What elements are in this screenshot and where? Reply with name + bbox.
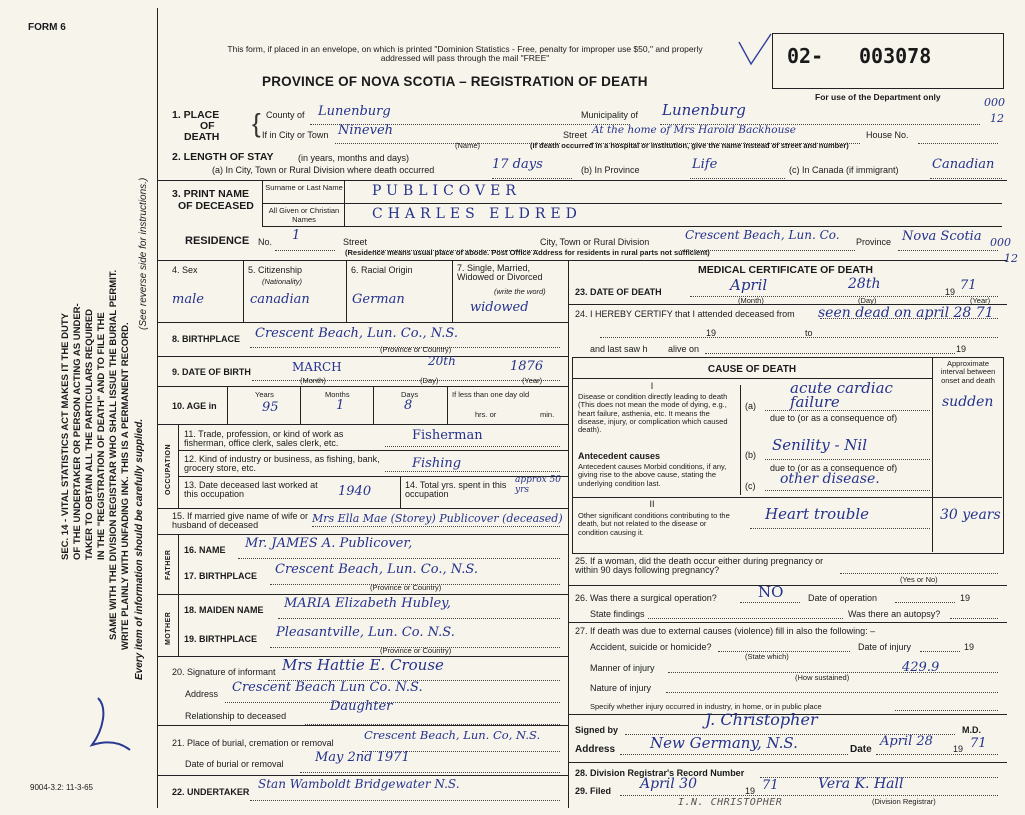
form-number: FORM 6	[28, 22, 66, 33]
signer-address-value: New Germany, N.S.	[650, 734, 798, 752]
divider	[157, 322, 568, 323]
divider	[300, 386, 301, 424]
father-name-label: 16. NAME	[184, 545, 226, 555]
given-name-value: CHARLES ELDRED	[372, 206, 582, 222]
side-instruction-7: Every item of information should be carefully supplied.	[134, 418, 145, 680]
res-no-line	[275, 240, 335, 251]
registration-number: 003078	[859, 44, 932, 68]
divider	[227, 386, 228, 424]
city-town-label: If in City or Town	[262, 130, 329, 140]
divider	[157, 775, 568, 776]
how-sustained-hint: (How sustained)	[795, 673, 850, 682]
form-title: PROVINCE OF NOVA SCOTIA – REGISTRATION OF DEATH	[262, 74, 648, 89]
age-months: 1	[336, 398, 345, 413]
house-line	[918, 133, 998, 144]
write-word-label: (write the word)	[494, 287, 546, 296]
accident-line	[718, 645, 850, 652]
industry-label: 12. Kind of industry or business, as fishing, bank, grocery store, etc.	[184, 454, 380, 474]
years-label: Years	[255, 390, 274, 399]
divider	[400, 476, 401, 508]
cause-a-value: acute cardiac failure	[790, 379, 893, 411]
res-no-label: No.	[258, 237, 273, 247]
house-no-label: House No.	[866, 130, 909, 140]
accident-label: Accident, suicide or homicide?	[590, 642, 712, 652]
age-days: 8	[404, 398, 413, 413]
occupation-vertical-label: OCCUPATION	[165, 443, 172, 495]
side-instruction-2: OF THE UNDERTAKER OR PERSON ACTING AS UNDER-	[72, 303, 83, 560]
relationship-label: Relationship to deceased	[185, 711, 287, 721]
alive-on-label: alive on	[668, 344, 700, 354]
tick-mark-icon	[735, 30, 775, 70]
burial-date-label: Date of burial or removal	[185, 759, 284, 769]
stay-a-label: (a) In City, Town or Rural Division where death occurred	[212, 165, 435, 175]
q28-label: 28. Division Registrar's Record Number	[575, 768, 745, 778]
stay-c-label: (c) In Canada (if immigrant)	[789, 165, 899, 175]
registration-number-box	[772, 33, 1004, 89]
form-print-code: 9004-3.2: 11-3-65	[30, 783, 94, 792]
place-label-2: OF	[200, 120, 215, 133]
dept-code-2: 12	[990, 112, 1004, 125]
q25-label: 25. If a woman, did the death occur either during pregnancy or within 90 days following pregnancy?	[575, 556, 824, 576]
dob-label: 9. DATE OF BIRTH	[172, 367, 251, 377]
age-label: 10. AGE in	[172, 401, 217, 411]
res-street-label: Street	[343, 237, 368, 247]
divider	[157, 594, 568, 595]
sex-value: male	[172, 292, 204, 307]
mother-bp-value: Pleasantville, Lun. Co. N.S.	[276, 625, 455, 640]
q25-line	[840, 567, 998, 574]
informant-address-label: Address	[185, 689, 219, 699]
certify-19: 19	[706, 328, 717, 338]
filed-19: 19	[745, 786, 756, 796]
divider	[178, 534, 179, 594]
divider	[157, 508, 568, 509]
manner-line	[668, 666, 998, 673]
cause-c-value: other disease.	[780, 471, 880, 487]
brace-1: {	[252, 108, 261, 138]
certify-line-2	[600, 328, 998, 338]
months-label: Months	[325, 390, 350, 399]
due-to-1: due to (or as a consequence of)	[770, 413, 898, 423]
undertaker-value: Stan Wamboldt Bridgewater N.S.	[258, 777, 460, 791]
death-day-hint: (Day)	[858, 296, 877, 305]
signer-address-label: Address	[575, 744, 616, 755]
stamp-name: I.N. CHRISTOPHER	[678, 797, 783, 808]
mail-note: This form, if placed in an envelope, on which is printed "Dominion Statistics - Free, penalty for improper use $50," and properly addressed will pass through the mail "FREE"	[227, 44, 703, 63]
nature-line	[666, 686, 998, 693]
informant-address-value: Crescent Beach Lun Co. N.S.	[232, 680, 423, 695]
certify-to: to	[805, 328, 813, 338]
place-label-1: 1. PLACE	[172, 109, 220, 121]
cause-c-marker: (c)	[745, 481, 756, 491]
industry-value: Fishing	[412, 456, 462, 471]
divider	[178, 424, 179, 508]
father-bp-hint: (Province or Country)	[370, 583, 442, 592]
manner-code: 429.9	[902, 660, 940, 675]
hospital-note: (If death occurred in a hospital or institution, give the name instead of street and number)	[530, 141, 849, 150]
interval-label: Approximate interval between onset and death	[940, 359, 996, 385]
other-sig-label: Other significant conditions contributing to the death, but not related to the disease or condition causing it.	[578, 511, 730, 537]
hrs-label: hrs. or	[475, 410, 497, 419]
father-vertical-label: FATHER	[165, 549, 172, 580]
res-no-value: 1	[292, 228, 301, 243]
side-instruction-3: TAKER TO OBTAIN ALL THE PARTICULARS REQUIRED	[84, 308, 95, 560]
divider	[452, 260, 453, 322]
res-province-value: Nova Scotia	[902, 229, 982, 244]
cause-title: CAUSE OF DEATH	[707, 364, 797, 375]
sign-19: 19	[953, 744, 964, 754]
alive-19: 19	[956, 344, 967, 354]
marital-value: widowed	[470, 300, 529, 315]
sign-date-label: Date	[850, 744, 872, 755]
filed-year: 71	[762, 778, 779, 793]
father-bp-value: Crescent Beach, Lun. Co., N.S.	[275, 562, 478, 577]
citizenship-label: 5. Citizenship	[248, 265, 303, 275]
informant-value: Mrs Hattie E. Crouse	[282, 656, 444, 674]
side-instruction-8: (See reverse side for instructions.)	[138, 177, 149, 330]
burial-place-label: 21. Place of burial, cremation or removal	[172, 738, 334, 748]
relationship-line	[305, 714, 560, 725]
autopsy-label: Was there an autopsy?	[848, 609, 941, 619]
citizenship-value: canadian	[250, 292, 310, 307]
q27-label: 27. If death was due to external causes (violence) fill in also the following: –	[575, 626, 876, 636]
last-saw-label: and last saw h	[590, 344, 648, 354]
name-hint: (Name)	[455, 141, 481, 150]
county-label: County of	[266, 110, 305, 120]
registrar-signature: Vera K. Hall	[818, 776, 904, 792]
filed-date-value: April 30	[640, 776, 697, 792]
antecedent-label: Antecedent causes Morbid conditions, if any, giving rise to the above cause, stating the underlying condition last.	[578, 462, 727, 488]
divider	[568, 762, 1007, 763]
county-value: Lunenburg	[318, 104, 391, 119]
racial-label: 6. Racial Origin	[351, 265, 413, 275]
nature-label: Nature of injury	[590, 683, 652, 693]
column-divider	[568, 260, 569, 808]
surname-label: Surname or Last Name	[265, 183, 343, 192]
interval-a-value: sudden	[942, 394, 994, 410]
specify-line	[895, 704, 998, 711]
death-day: 28th	[848, 276, 881, 292]
operation-19: 19	[960, 593, 971, 603]
nationality-label: (Nationality)	[262, 277, 303, 286]
city-value: Nineveh	[338, 123, 394, 138]
marital-label: 7. Single, Married, Widowed or Divorced	[457, 263, 543, 283]
last-worked-label: 13. Date deceased last worked at this occupation	[184, 480, 318, 500]
registrar-hint: (Division Registrar)	[872, 797, 936, 806]
interval-other-value: 30 years	[940, 507, 1001, 523]
divider	[157, 260, 1007, 261]
dept-code-4: 12	[1004, 252, 1018, 265]
divider	[157, 356, 568, 357]
divider	[447, 386, 448, 424]
total-yrs-value: approx 50 yrs	[515, 475, 561, 495]
state-which-hint: (State which)	[745, 652, 789, 661]
divider	[572, 497, 1002, 498]
divider	[344, 180, 345, 226]
divider	[568, 622, 1007, 623]
min-label: min.	[540, 410, 555, 419]
injury-19: 19	[964, 642, 975, 652]
municipality-label: Municipality of	[581, 110, 639, 120]
trade-value: Fisherman	[412, 428, 483, 443]
birthplace-value: Crescent Beach, Lun. Co., N.S.	[255, 326, 458, 341]
due-to-2: due to (or as a consequence of)	[770, 463, 898, 473]
divider	[178, 594, 179, 656]
burial-place-value: Crescent Beach, Lun. Co, N.S.	[364, 728, 541, 742]
municipality-value: Lunenburg	[662, 101, 746, 119]
date-operation-label: Date of operation	[808, 593, 878, 603]
stay-c-value: Canadian	[932, 157, 995, 172]
print-name-2: OF DECEASED	[178, 200, 254, 213]
death-year-hint: (Year)	[970, 296, 991, 305]
length-of-stay-label: 2. LENGTH OF STAY	[172, 151, 274, 163]
medical-certificate-title: MEDICAL CERTIFICATE OF DEATH	[698, 264, 873, 276]
signed-by-label: Signed by	[575, 725, 619, 735]
sex-label: 4. Sex	[172, 265, 198, 275]
state-findings-line	[648, 612, 843, 619]
divider	[243, 260, 244, 322]
res-province-label: Province	[856, 237, 892, 247]
spouse-value: Mrs Ella Mae (Storey) Publicover (deceased)	[312, 512, 563, 525]
length-hint: (in years, months and days)	[298, 153, 410, 163]
dept-code-1: 000	[984, 96, 1005, 109]
q26-label: 26. Was there a surgical operation?	[575, 593, 717, 603]
divider	[157, 424, 568, 425]
days-label: Days	[401, 390, 419, 399]
print-name-1: 3. PRINT NAME	[172, 188, 250, 200]
dob-day-hint: (Day)	[420, 376, 439, 385]
stay-b-value: Life	[692, 157, 718, 172]
divider	[157, 725, 568, 726]
res-city-label: City, Town or Rural Division	[540, 237, 650, 247]
father-bp-label: 17. BIRTHPLACE	[184, 571, 258, 581]
dept-code-3: 000	[990, 236, 1011, 249]
disease-direct-label: Disease or condition directly leading to death (This does not mean the mode of dying, e.g., heart failure, asthenia, etc. It means the disease, injury, or complication which caused death).	[578, 392, 728, 434]
given-name-label: All Given or Christian Names	[268, 206, 340, 224]
mother-name-value: MARIA Elizabeth Hubley,	[284, 596, 451, 611]
signed-by-value: J. Christopher	[705, 710, 818, 729]
divider	[932, 357, 933, 552]
sign-year: 71	[970, 736, 987, 751]
divider	[178, 450, 568, 451]
md-label: M.D.	[962, 725, 981, 735]
mother-name-label: 18. MAIDEN NAME	[184, 605, 264, 615]
other-sig-line	[750, 522, 930, 529]
stay-b-label: (b) In Province	[581, 165, 640, 175]
roman-one: I	[650, 381, 654, 391]
date-injury-label: Date of injury	[858, 642, 912, 652]
dob-year-hint: (Year)	[522, 376, 543, 385]
dob-year: 1876	[510, 359, 544, 374]
specify-label: Specify whether injury occurred in industry, in home, or in public place	[590, 702, 822, 711]
street-value: At the home of Mrs Harold Backhouse	[592, 124, 796, 136]
place-label-3: DEATH	[184, 131, 220, 144]
department-use-label: For use of the Department only	[815, 92, 941, 102]
last-worked-value: 1940	[338, 484, 372, 499]
divider	[157, 534, 568, 535]
mother-bp-hint: (Province or Country)	[380, 646, 452, 655]
q29-label: 29. Filed	[575, 786, 612, 796]
q26-value: NO	[758, 583, 784, 601]
age-years: 95	[262, 400, 279, 415]
street-label: Street	[563, 130, 588, 140]
surname-value: PUBLICOVER	[372, 183, 521, 199]
manner-label: Manner of injury	[590, 663, 655, 673]
brace-line	[740, 385, 741, 495]
mother-vertical-label: MOTHER	[165, 611, 172, 645]
autopsy-line	[950, 612, 998, 619]
check-mark-icon	[78, 690, 138, 760]
divider	[568, 585, 1007, 586]
trade-label: 11. Trade, profession, or kind of work as fisherman, office clerk, sales clerk, etc.	[184, 429, 344, 449]
residence-label: RESIDENCE	[185, 235, 250, 247]
divider	[178, 476, 568, 477]
divider	[262, 203, 1002, 204]
undertaker-line	[250, 790, 560, 801]
date-injury-line	[920, 645, 960, 652]
sign-date-value: April 28	[880, 734, 933, 749]
divider	[157, 386, 568, 387]
father-name-value: Mr. JAMES A. Publicover,	[245, 536, 413, 551]
other-sig-value: Heart trouble	[765, 505, 870, 523]
informant-label: 20. Signature of informant	[172, 667, 276, 677]
side-instruction-4: IN THE "REGISTRATION OF DEATH" AND TO FILE THE	[96, 312, 107, 560]
place-of-death-label	[172, 110, 219, 143]
cause-a-marker: (a)	[745, 401, 756, 411]
roman-two: II	[649, 499, 655, 509]
registration-prefix: 02-	[787, 44, 824, 68]
undertaker-label: 22. UNDERTAKER	[172, 787, 250, 797]
cause-b-line	[765, 453, 930, 460]
date-operation-line	[895, 596, 955, 603]
antecedent-title: Antecedent causes	[578, 451, 661, 461]
mother-bp-label: 19. BIRTHPLACE	[184, 634, 258, 644]
cause-b-marker: (b)	[745, 450, 756, 460]
side-instruction-1: SEC. 14 - VITAL STATISTICS ACT MAKES IT THE DUTY	[60, 312, 71, 560]
dob-day: 20th	[428, 354, 456, 368]
relationship-value: Daughter	[330, 699, 393, 714]
married-name-label: 15. If married give name of wife or husband of deceased	[172, 511, 309, 531]
stay-a-value: 17 days	[492, 157, 543, 172]
yes-no-hint: (Yes or No)	[900, 575, 938, 584]
state-findings-label: State findings	[590, 609, 645, 619]
side-instruction-6: WRITE PLAINLY WITH UNFADING INK. THIS IS A PERMANENT RECORD.	[120, 322, 131, 650]
death-year: 71	[960, 278, 977, 293]
date-death-label: 23. DATE OF DEATH	[575, 287, 662, 297]
death-month-hint: (Month)	[738, 296, 764, 305]
divider	[346, 260, 347, 322]
side-instruction-5: SAME WITH THE DIVISION REGISTRAR WHO SHALL ISSUE THE BURIAL PERMIT.	[108, 269, 119, 640]
total-yrs-label: 14. Total yrs. spent in this occupation	[405, 480, 507, 500]
print-name-label	[172, 188, 254, 212]
death-month: April	[730, 276, 768, 294]
burial-date-value: May 2nd 1971	[315, 750, 410, 765]
certify-to-value: seen dead on april 28 71	[818, 305, 994, 321]
death-year-prefix: 19	[945, 287, 956, 297]
divider	[373, 386, 374, 424]
dob-month-hint: (Month)	[300, 376, 326, 385]
dob-month: MARCH	[292, 360, 342, 374]
residence-note: (Residence means usual place of abode. Post Office Address for residents in rural parts not sufficient)	[345, 248, 710, 257]
less-than-day-label: If less than one day old	[452, 390, 530, 399]
certify-label: 24. I HEREBY CERTIFY that I attended deceased from	[575, 309, 795, 319]
divider	[262, 226, 1002, 227]
alive-on-line	[705, 347, 955, 354]
racial-value: German	[352, 292, 405, 307]
cause-b-value: Senility - Nil	[772, 436, 868, 454]
res-city-value: Crescent Beach, Lun. Co.	[685, 228, 840, 242]
birthplace-label: 8. BIRTHPLACE	[172, 334, 241, 344]
birthplace-hint: (Province or Country)	[380, 345, 452, 354]
